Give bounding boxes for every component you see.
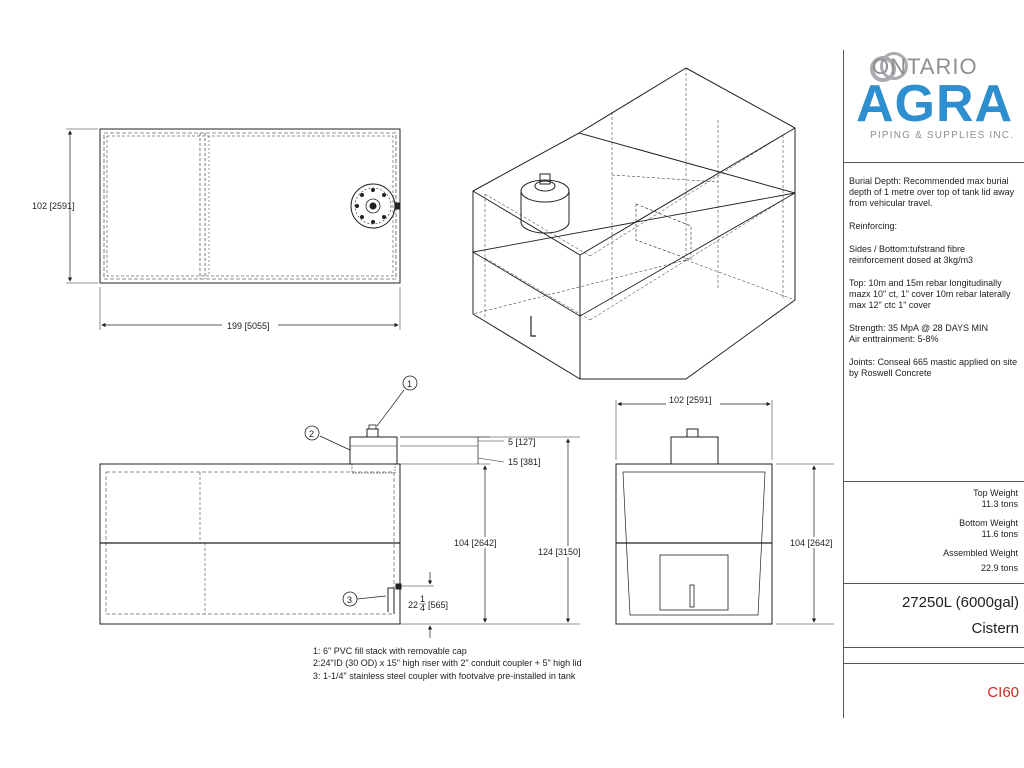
- company-logo: [844, 50, 1024, 162]
- coupler-height-den: 4: [420, 603, 426, 613]
- callout-3: 3: [347, 595, 353, 605]
- spec-burial: Burial Depth: Recommended max burial depth of 1 metre over top of tank lid away from vehicular travel.: [849, 176, 1015, 208]
- spec-joints: Joints: Conseal 665 mastic applied on site by Roswell Concrete: [849, 357, 1018, 378]
- plan-height-label: 102 [2591]: [32, 201, 75, 211]
- end-height-label: 104 [2642]: [790, 538, 833, 548]
- note-2: 2:24"ID (30 OD) x 15" high riser with 2" conduit coupler + 5" high lid: [313, 658, 582, 668]
- top-weight-label: Top Weight: [973, 488, 1018, 498]
- weights: [844, 488, 1018, 574]
- coupler-height-mm: [565]: [428, 600, 449, 610]
- tank-name: Cistern: [971, 620, 1019, 637]
- side-elevation: [100, 390, 580, 638]
- overall-height-label: 124 [3150]: [538, 547, 581, 557]
- riser-15-label: 15 [381]: [508, 457, 541, 467]
- plan-length-label: 199 [5055]: [227, 321, 270, 331]
- assembled-weight-label: Assembled Weight: [943, 548, 1018, 558]
- specifications: [849, 176, 1021, 391]
- top-weight-value: 11.3 tons: [981, 499, 1018, 509]
- spec-air: Air enttrainment: 5-8%: [849, 334, 939, 344]
- end-width-label: 102 [2591]: [669, 395, 712, 405]
- end-riser: [671, 437, 718, 464]
- bottom-weight-value: 11.6 tons: [981, 529, 1018, 539]
- spec-top: Top: 10m and 15m rebar longitudinally mazx 10" ct, 1" cover 10m rebar laterally max 12" ctc 1" cover: [849, 278, 1011, 310]
- spec-reinforcing-title: Reinforcing:: [849, 221, 898, 231]
- coupler-height-num: 1: [420, 594, 426, 604]
- plan-view: [66, 129, 400, 330]
- bottom-weight-label: Bottom Weight: [959, 518, 1018, 528]
- riser-top-view: [351, 184, 400, 228]
- note-1: 1: 6" PVC fill stack with removable cap: [313, 646, 467, 656]
- callout-1: 1: [407, 379, 413, 389]
- coupler-height-whole: 22: [408, 600, 419, 610]
- logo-subtitle: PIPING & SUPPLIES INC.: [870, 130, 1015, 141]
- drawing-code: CI60: [987, 684, 1019, 701]
- logo-agra: AGRA: [856, 75, 1014, 133]
- riser-5-label: 5 [127]: [508, 437, 536, 447]
- fill-stack: [367, 429, 378, 437]
- isometric-view: [473, 68, 795, 379]
- callout-2: 2: [309, 429, 315, 439]
- title-block: [843, 50, 1024, 718]
- spec-sides: Sides / Bottom:tufstrand fibre reinforcement dosed at 3kg/m3: [849, 244, 974, 265]
- coupler-3: [388, 588, 394, 614]
- logo-ontario: ONTARIO: [872, 54, 978, 79]
- side-height-label: 104 [2642]: [454, 538, 497, 548]
- plan-inner-wall: [104, 133, 396, 279]
- side-riser: [350, 437, 397, 464]
- tank-capacity: 27250L (6000gal): [901, 594, 1019, 611]
- assembled-weight-value: 22.9 tons: [980, 563, 1018, 573]
- end-elevation: [616, 400, 834, 624]
- note-3: 3: 1-1/4" stainless steel coupler with footvalve pre-installed in tank: [313, 671, 576, 681]
- spec-strength: Strength: 35 MpA @ 28 DAYS MIN: [849, 323, 989, 333]
